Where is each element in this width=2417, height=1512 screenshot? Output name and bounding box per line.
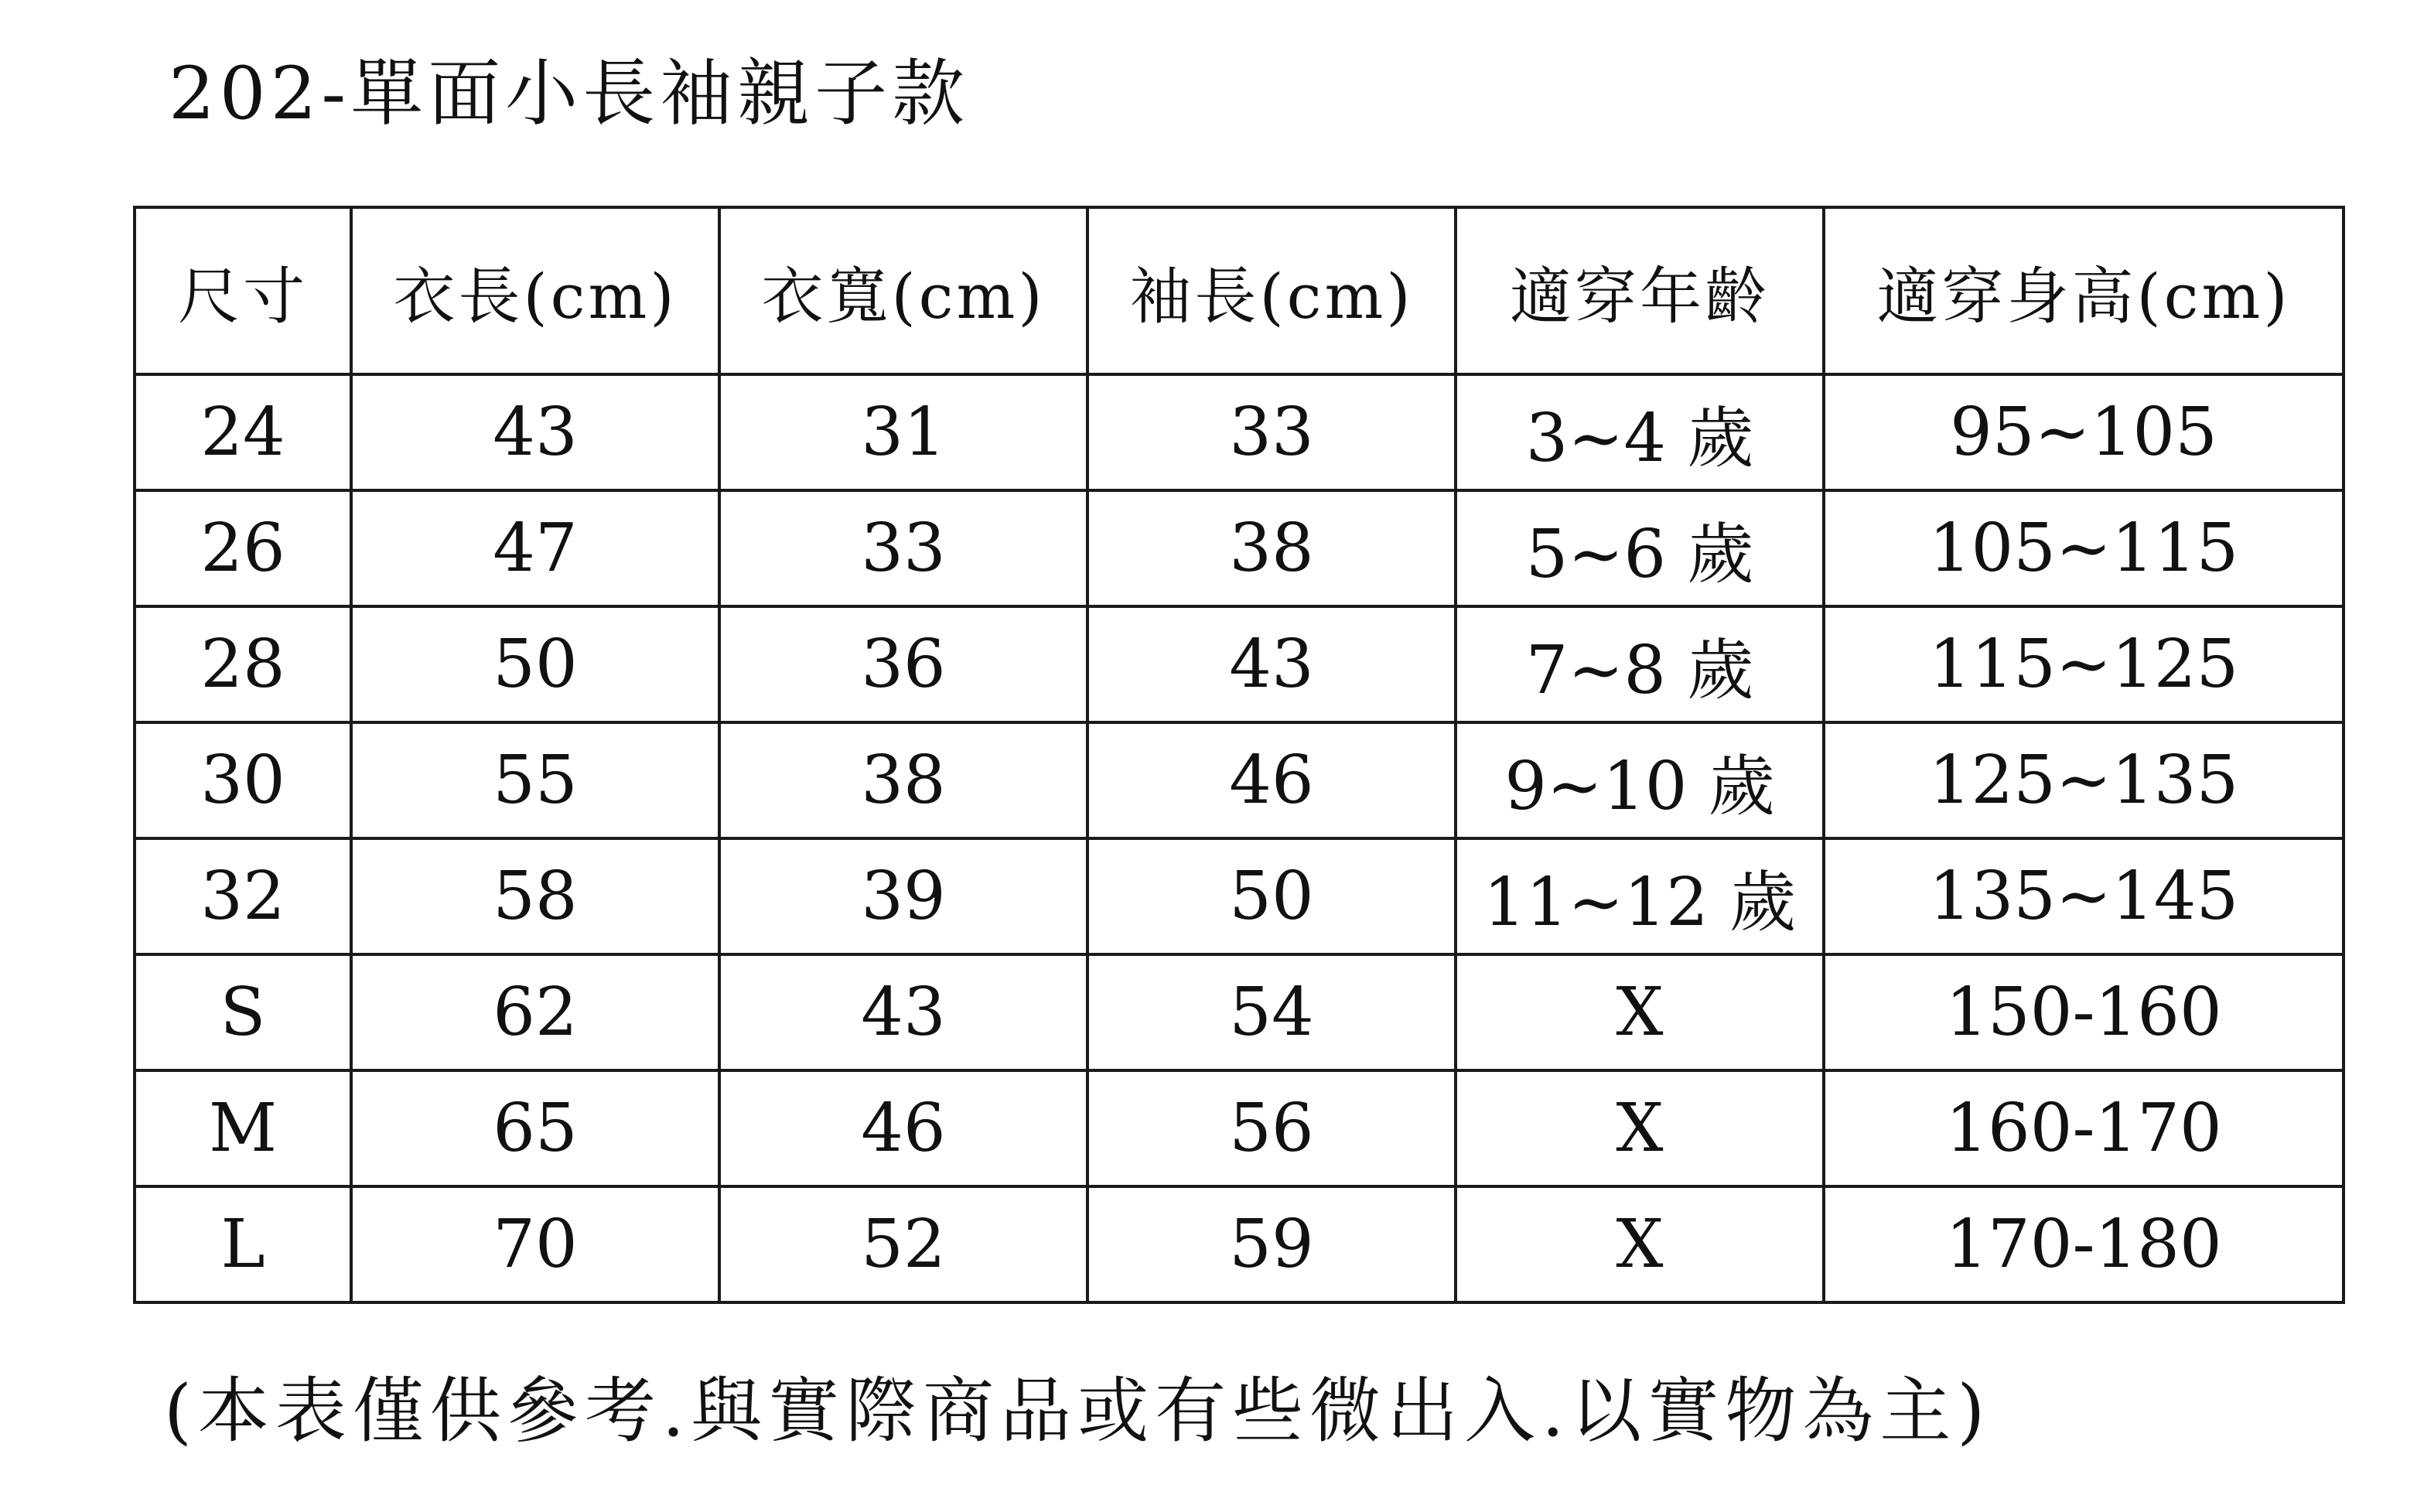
- table-row: [135, 1070, 2344, 1186]
- table-row: [135, 954, 2344, 1070]
- table-row: [135, 722, 2344, 838]
- cell-age: 7~8 歲: [1456, 606, 1824, 722]
- cell-length: 47: [351, 490, 719, 606]
- cell-size: 30: [135, 722, 351, 838]
- header-size: 尺寸: [135, 207, 351, 374]
- cell-sleeve: 43: [1087, 606, 1456, 722]
- cell-size: L: [135, 1186, 351, 1302]
- cell-size: S: [135, 954, 351, 1070]
- cell-height: 105~115: [1824, 490, 2344, 606]
- header-height: 適穿身高(cm): [1824, 207, 2344, 374]
- cell-sleeve: 59: [1087, 1186, 1456, 1302]
- cell-height: 170-180: [1824, 1186, 2344, 1302]
- table-header-row: [135, 207, 2344, 374]
- header-sleeve: 袖長(cm): [1087, 207, 1456, 374]
- cell-width: 39: [719, 838, 1087, 954]
- cell-width: 36: [719, 606, 1087, 722]
- cell-length: 70: [351, 1186, 719, 1302]
- cell-sleeve: 54: [1087, 954, 1456, 1070]
- cell-age: 5~6 歲: [1456, 490, 1824, 606]
- cell-width: 38: [719, 722, 1087, 838]
- table-row: [135, 606, 2344, 722]
- cell-sleeve: 46: [1087, 722, 1456, 838]
- cell-sleeve: 33: [1087, 374, 1456, 490]
- cell-size: M: [135, 1070, 351, 1186]
- page-title: 202-單面小長袖親子款: [169, 52, 970, 136]
- cell-length: 62: [351, 954, 719, 1070]
- table-row: [135, 374, 2344, 490]
- size-chart-table: [133, 206, 2345, 1304]
- cell-width: 31: [719, 374, 1087, 490]
- cell-sleeve: 38: [1087, 490, 1456, 606]
- disclaimer-note: (本表僅供參考.與實際商品或有些微出入.以實物為主): [164, 1370, 1992, 1452]
- header-width: 衣寬(cm): [719, 207, 1087, 374]
- cell-sleeve: 56: [1087, 1070, 1456, 1186]
- table-row: [135, 1186, 2344, 1302]
- cell-length: 58: [351, 838, 719, 954]
- cell-size: 26: [135, 490, 351, 606]
- cell-height: 150-160: [1824, 954, 2344, 1070]
- cell-width: 46: [719, 1070, 1087, 1186]
- cell-size: 24: [135, 374, 351, 490]
- cell-age: 3~4 歲: [1456, 374, 1824, 490]
- cell-length: 43: [351, 374, 719, 490]
- cell-height: 125~135: [1824, 722, 2344, 838]
- cell-size: 32: [135, 838, 351, 954]
- header-length: 衣長(cm): [351, 207, 719, 374]
- cell-height: 160-170: [1824, 1070, 2344, 1186]
- cell-length: 55: [351, 722, 719, 838]
- cell-length: 65: [351, 1070, 719, 1186]
- cell-age: X: [1456, 1070, 1824, 1186]
- cell-height: 135~145: [1824, 838, 2344, 954]
- cell-width: 43: [719, 954, 1087, 1070]
- cell-age: X: [1456, 954, 1824, 1070]
- cell-height: 115~125: [1824, 606, 2344, 722]
- cell-length: 50: [351, 606, 719, 722]
- cell-sleeve: 50: [1087, 838, 1456, 954]
- cell-age: 11~12 歲: [1456, 838, 1824, 954]
- cell-width: 33: [719, 490, 1087, 606]
- header-age: 適穿年齡: [1456, 207, 1824, 374]
- cell-width: 52: [719, 1186, 1087, 1302]
- cell-age: 9~10 歲: [1456, 722, 1824, 838]
- cell-age: X: [1456, 1186, 1824, 1302]
- table-row: [135, 838, 2344, 954]
- table-row: [135, 490, 2344, 606]
- cell-height: 95~105: [1824, 374, 2344, 490]
- cell-size: 28: [135, 606, 351, 722]
